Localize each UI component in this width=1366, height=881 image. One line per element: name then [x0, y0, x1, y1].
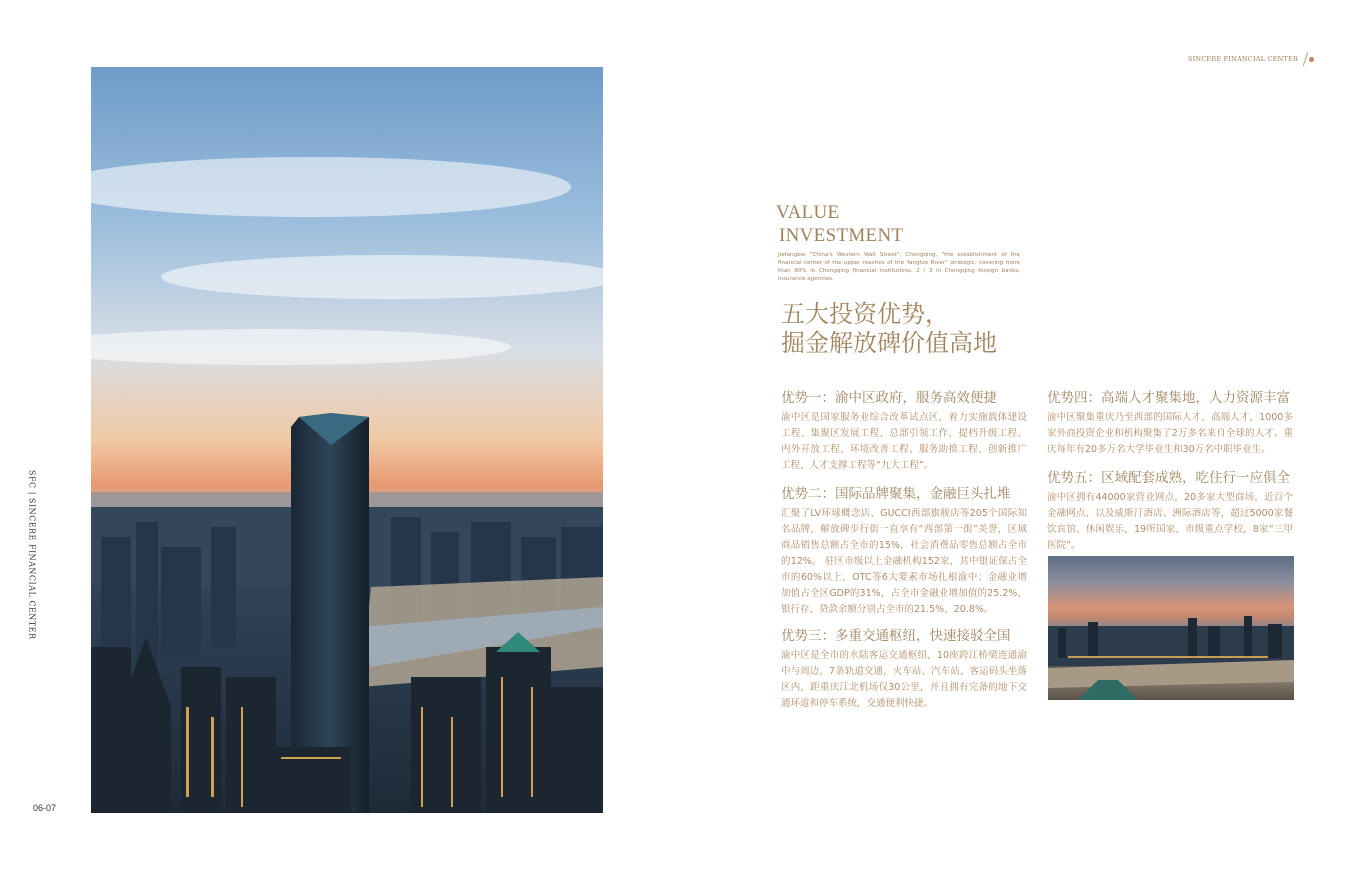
advantage-body: 渝中区聚集重庆乃至西部的国际人才、高端人才，1000多家外商投资企业和机构聚集了2万多名来自全球的人才。重庆每年有20多万名大学毕业生和30万名中职毕业生。: [1047, 412, 1293, 455]
section-subtitle: Jiefangbei "China's Western Wall Street", Chongqing, "the establishment of the financial center of the upper reaches of the Yangtze River" strategic, covering more than 90% in Chongqing financial institutions, 2 / 3 in Chongqing foreign banks, insurance agencies.: [778, 252, 1020, 282]
advantage-title: 优势四：高端人才聚集地，人力资源丰富: [1047, 390, 1290, 406]
advantage-body: 渝中区拥有44000家营业网点，20多家大型商场，近百个金融网点，以及威斯汀酒店、洲际酒店等，超过5000家餐饮宾馆、休闲娱乐，19所国家、市级重点学校，8家“三甲医院”。: [1047, 492, 1293, 551]
advantage-block: [781, 628, 1027, 712]
advantage-block: [1047, 390, 1293, 458]
advantage-title: 优势一：渝中区政府，服务高效便捷: [781, 390, 997, 406]
advantage-block: [781, 486, 1027, 618]
side-label-text: SFC | SINCERE FINANCIAL CENTER: [27, 470, 37, 640]
side-vertical-label: [22, 470, 42, 640]
brand-dot-icon: [1309, 57, 1314, 62]
advantage-title: 优势五：区域配套成熟，吃住行一应俱全: [1047, 470, 1290, 486]
section-title: [776, 201, 903, 247]
headline-line2: 掘金解放碑价值高地: [781, 329, 997, 357]
advantage-block: [1047, 470, 1293, 554]
brand-name: SINCERE FINANCIAL CENTER: [1187, 55, 1298, 63]
page-number: 06-07: [33, 803, 57, 813]
headline: [781, 300, 1041, 358]
advantage-block: [781, 390, 1027, 474]
section-title-line1: VALUE: [776, 202, 840, 223]
advantage-title: 优势三：多重交通枢纽，快速接驳全国: [781, 628, 1011, 644]
section-title-line2: INVESTMENT: [779, 225, 904, 246]
city-skyline-photo: [91, 67, 603, 813]
brand-divider: [1303, 52, 1308, 66]
advantage-body: 渝中区是国家服务业综合改革试点区，着力实施载体建设工程、集聚区发展工程、总部引领工作、提档升级工程、内外开放工程、环境改善工程、服务助推工程、创新推广工程、人才支撑工程等“九大工程”。: [781, 412, 1027, 471]
advantage-body: 汇聚了LV环球概念店、GUCCI西部旗舰店等205个国际知名品牌，解放碑步行街一直享有“西部第一街”美誉，区域商品销售总额占全市的15%，社会消费品零售总额占全市的12%。 驻区市级以上金融机构152家，其中银证保占全市的60%以上，OTC等6大要素市场扎根渝中；金融业增加值占全区GDP的31%，占全市金融业增加值的25.2%，银行存、贷款余额分别占全市的21.5%、20.8%。: [781, 508, 1027, 615]
city-river-photo: [1048, 556, 1294, 700]
advantage-title: 优势二：国际品牌聚集，金融巨头扎堆: [781, 486, 1011, 502]
advantage-body: 渝中区是全市的水陆客运交通枢纽，10座跨江桥梁连通渝中与周边，7条轨道交通，火车站、汽车站、客运码头坐落区内，距重庆江北机场仅30公里，并且拥有完备的地下交通环道和停车系统，交通便利快捷。: [781, 650, 1027, 709]
headline-line1: 五大投资优势，: [781, 300, 949, 328]
